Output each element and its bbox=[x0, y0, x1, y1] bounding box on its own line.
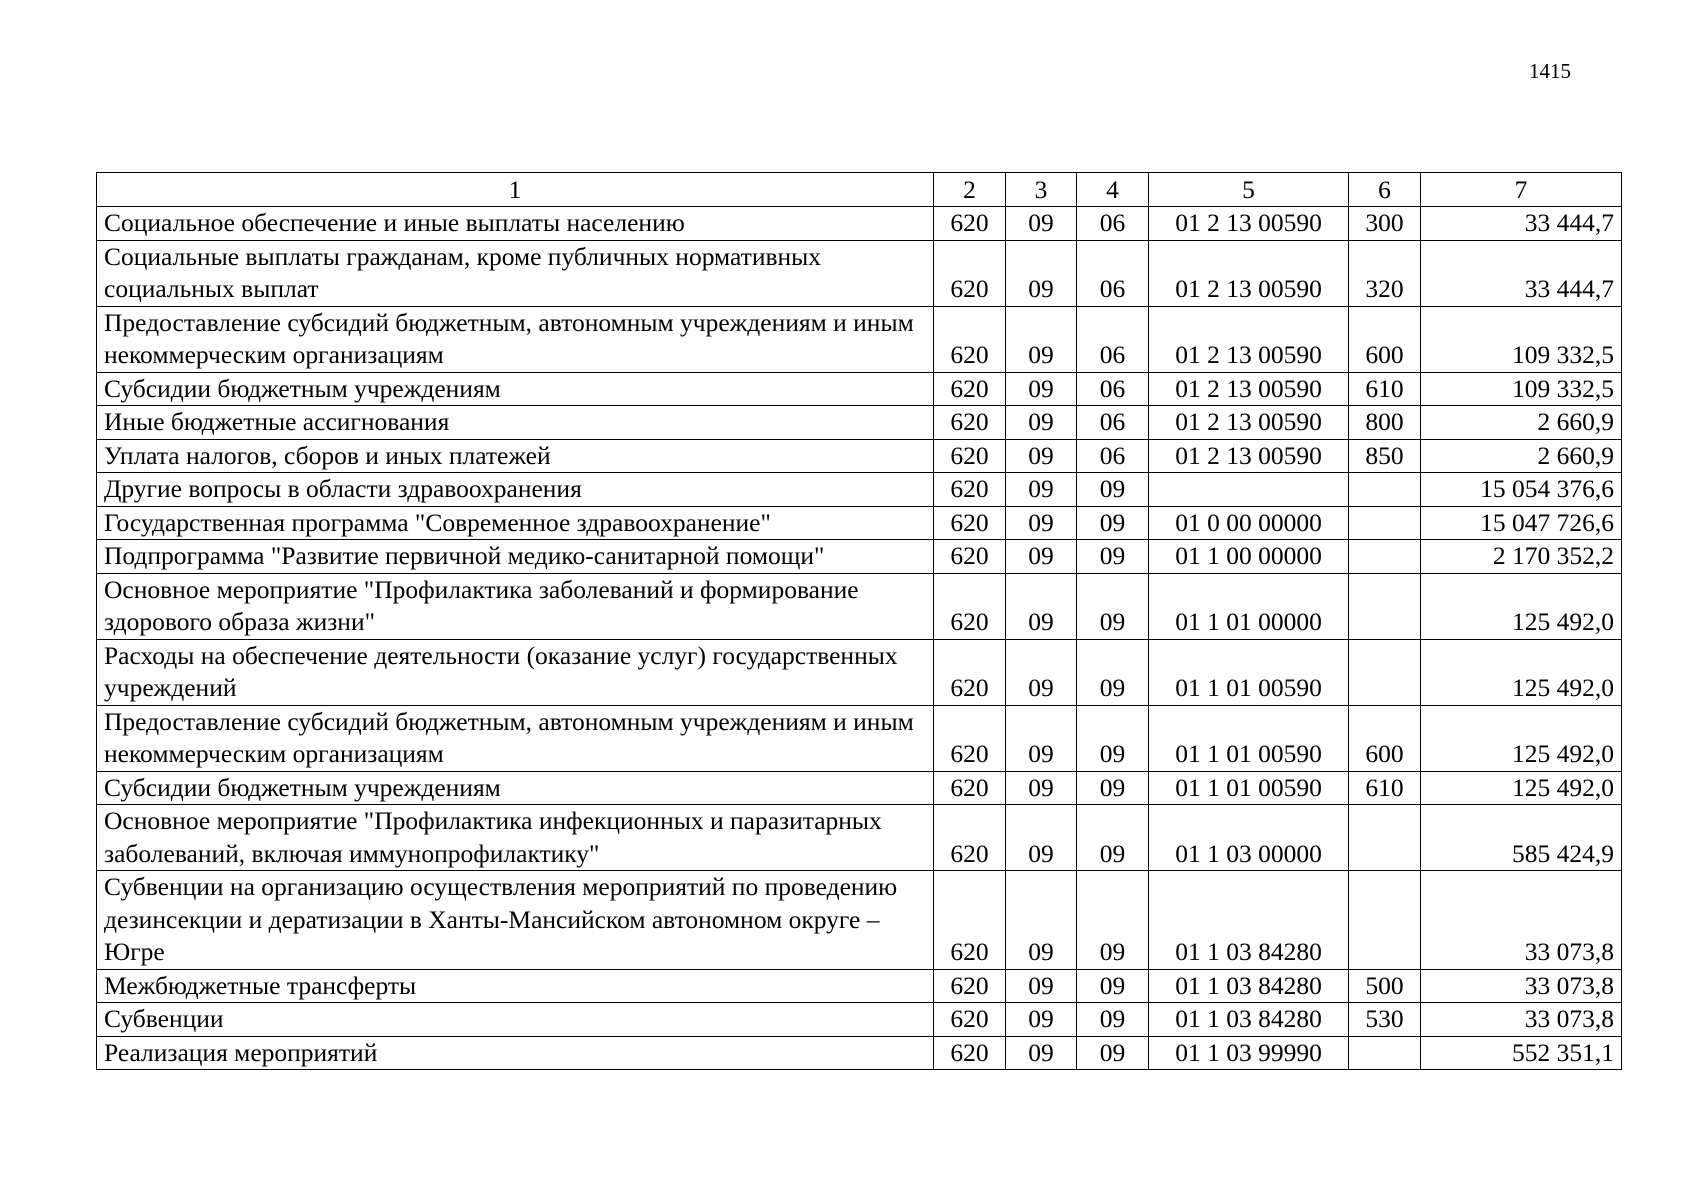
cell-ministry-code: 620 bbox=[934, 473, 1006, 507]
header-col-5: 5 bbox=[1149, 173, 1349, 207]
cell-amount: 15 054 376,6 bbox=[1421, 473, 1622, 507]
page-number: 1415 bbox=[1529, 59, 1571, 83]
cell-ministry-code: 620 bbox=[934, 573, 1006, 639]
cell-expense-type bbox=[1349, 1036, 1421, 1070]
row-name: Субсидии бюджетным учреждениям bbox=[97, 771, 934, 805]
cell-ministry-code: 620 bbox=[934, 1003, 1006, 1037]
header-col-6: 6 bbox=[1349, 173, 1421, 207]
cell-section: 09 bbox=[1006, 439, 1077, 473]
table-row bbox=[97, 372, 1622, 406]
cell-section: 09 bbox=[1006, 473, 1077, 507]
cell-ministry-code: 620 bbox=[934, 207, 1006, 241]
table-row bbox=[97, 1003, 1622, 1037]
cell-ministry-code: 620 bbox=[934, 439, 1006, 473]
cell-ministry-code: 620 bbox=[934, 705, 1006, 771]
cell-amount: 125 492,0 bbox=[1421, 573, 1622, 639]
row-name: Субвенции bbox=[97, 1003, 934, 1037]
cell-subsection: 09 bbox=[1077, 506, 1149, 540]
cell-section: 09 bbox=[1006, 240, 1077, 306]
cell-target-article: 01 1 01 00590 bbox=[1149, 771, 1349, 805]
cell-amount: 33 073,8 bbox=[1421, 1003, 1622, 1037]
cell-ministry-code: 620 bbox=[934, 406, 1006, 440]
cell-expense-type: 600 bbox=[1349, 705, 1421, 771]
cell-subsection: 06 bbox=[1077, 372, 1149, 406]
cell-expense-type bbox=[1349, 540, 1421, 574]
cell-target-article: 01 2 13 00590 bbox=[1149, 406, 1349, 440]
header-col-2: 2 bbox=[934, 173, 1006, 207]
cell-section: 09 bbox=[1006, 1003, 1077, 1037]
table-body bbox=[97, 207, 1622, 1070]
cell-expense-type bbox=[1349, 506, 1421, 540]
row-name: Уплата налогов, сборов и иных платежей bbox=[97, 439, 934, 473]
cell-ministry-code: 620 bbox=[934, 540, 1006, 574]
cell-subsection: 09 bbox=[1077, 771, 1149, 805]
cell-subsection: 06 bbox=[1077, 240, 1149, 306]
cell-section: 09 bbox=[1006, 573, 1077, 639]
cell-target-article: 01 0 00 00000 bbox=[1149, 506, 1349, 540]
cell-target-article: 01 2 13 00590 bbox=[1149, 207, 1349, 241]
row-name: Субсидии бюджетным учреждениям bbox=[97, 372, 934, 406]
cell-amount: 2 660,9 bbox=[1421, 406, 1622, 440]
cell-expense-type bbox=[1349, 639, 1421, 705]
cell-amount: 109 332,5 bbox=[1421, 306, 1622, 372]
cell-section: 09 bbox=[1006, 306, 1077, 372]
cell-expense-type bbox=[1349, 805, 1421, 871]
cell-amount: 552 351,1 bbox=[1421, 1036, 1622, 1070]
row-name: Социальные выплаты гражданам, кроме публичных нормативных социальных выплат bbox=[97, 240, 934, 306]
cell-subsection: 09 bbox=[1077, 705, 1149, 771]
cell-subsection: 09 bbox=[1077, 969, 1149, 1003]
cell-ministry-code: 620 bbox=[934, 506, 1006, 540]
header-row bbox=[97, 173, 1622, 207]
cell-subsection: 06 bbox=[1077, 406, 1149, 440]
table-row bbox=[97, 240, 1622, 306]
cell-expense-type: 850 bbox=[1349, 439, 1421, 473]
cell-target-article: 01 2 13 00590 bbox=[1149, 306, 1349, 372]
cell-expense-type bbox=[1349, 573, 1421, 639]
table-row bbox=[97, 406, 1622, 440]
cell-ministry-code: 620 bbox=[934, 805, 1006, 871]
cell-subsection: 06 bbox=[1077, 439, 1149, 473]
header-col-1: 1 bbox=[97, 173, 934, 207]
cell-ministry-code: 620 bbox=[934, 771, 1006, 805]
cell-expense-type: 320 bbox=[1349, 240, 1421, 306]
cell-section: 09 bbox=[1006, 705, 1077, 771]
cell-section: 09 bbox=[1006, 639, 1077, 705]
cell-subsection: 09 bbox=[1077, 473, 1149, 507]
cell-target-article: 01 1 01 00000 bbox=[1149, 573, 1349, 639]
row-name: Субвенции на организацию осуществления мероприятий по проведению дезинсекции и дератизации в Ханты-Мансийском автономном округе – Югре bbox=[97, 871, 934, 970]
cell-section: 09 bbox=[1006, 805, 1077, 871]
cell-target-article: 01 1 01 00590 bbox=[1149, 639, 1349, 705]
table-row bbox=[97, 771, 1622, 805]
cell-section: 09 bbox=[1006, 871, 1077, 970]
cell-section: 09 bbox=[1006, 1036, 1077, 1070]
cell-amount: 585 424,9 bbox=[1421, 805, 1622, 871]
cell-amount: 2 660,9 bbox=[1421, 439, 1622, 473]
cell-section: 09 bbox=[1006, 771, 1077, 805]
cell-amount: 33 073,8 bbox=[1421, 871, 1622, 970]
row-name: Предоставление субсидий бюджетным, автономным учреждениям и иным некоммерческим организациям bbox=[97, 705, 934, 771]
cell-subsection: 09 bbox=[1077, 573, 1149, 639]
table-row bbox=[97, 1036, 1622, 1070]
cell-target-article: 01 1 03 84280 bbox=[1149, 969, 1349, 1003]
table-row bbox=[97, 573, 1622, 639]
cell-amount: 125 492,0 bbox=[1421, 705, 1622, 771]
cell-section: 09 bbox=[1006, 207, 1077, 241]
row-name: Социальное обеспечение и иные выплаты населению bbox=[97, 207, 934, 241]
table-row bbox=[97, 540, 1622, 574]
row-name: Реализация мероприятий bbox=[97, 1036, 934, 1070]
cell-expense-type: 530 bbox=[1349, 1003, 1421, 1037]
header-col-7: 7 bbox=[1421, 173, 1622, 207]
row-name: Государственная программа "Современное здравоохранение" bbox=[97, 506, 934, 540]
row-name: Основное мероприятие "Профилактика заболеваний и формирование здорового образа жизни" bbox=[97, 573, 934, 639]
cell-target-article bbox=[1149, 473, 1349, 507]
table-row bbox=[97, 439, 1622, 473]
cell-subsection: 09 bbox=[1077, 1036, 1149, 1070]
cell-expense-type: 500 bbox=[1349, 969, 1421, 1003]
cell-target-article: 01 1 03 84280 bbox=[1149, 1003, 1349, 1037]
cell-expense-type bbox=[1349, 871, 1421, 970]
cell-section: 09 bbox=[1006, 540, 1077, 574]
header-col-4: 4 bbox=[1077, 173, 1149, 207]
cell-expense-type bbox=[1349, 473, 1421, 507]
cell-section: 09 bbox=[1006, 969, 1077, 1003]
cell-target-article: 01 2 13 00590 bbox=[1149, 372, 1349, 406]
table-row bbox=[97, 705, 1622, 771]
cell-subsection: 09 bbox=[1077, 1003, 1149, 1037]
table-row bbox=[97, 969, 1622, 1003]
cell-section: 09 bbox=[1006, 406, 1077, 440]
row-name: Другие вопросы в области здравоохранения bbox=[97, 473, 934, 507]
cell-ministry-code: 620 bbox=[934, 240, 1006, 306]
cell-subsection: 09 bbox=[1077, 639, 1149, 705]
cell-target-article: 01 1 03 99990 bbox=[1149, 1036, 1349, 1070]
table-row bbox=[97, 805, 1622, 871]
cell-target-article: 01 2 13 00590 bbox=[1149, 439, 1349, 473]
cell-amount: 2 170 352,2 bbox=[1421, 540, 1622, 574]
table-row bbox=[97, 207, 1622, 241]
cell-ministry-code: 620 bbox=[934, 306, 1006, 372]
cell-subsection: 06 bbox=[1077, 207, 1149, 241]
cell-amount: 15 047 726,6 bbox=[1421, 506, 1622, 540]
cell-expense-type: 800 bbox=[1349, 406, 1421, 440]
row-name: Основное мероприятие "Профилактика инфекционных и паразитарных заболеваний, включая иммунопрофилактику" bbox=[97, 805, 934, 871]
cell-amount: 33 444,7 bbox=[1421, 207, 1622, 241]
cell-amount: 125 492,0 bbox=[1421, 771, 1622, 805]
cell-section: 09 bbox=[1006, 506, 1077, 540]
table-row bbox=[97, 306, 1622, 372]
cell-ministry-code: 620 bbox=[934, 372, 1006, 406]
cell-amount: 33 444,7 bbox=[1421, 240, 1622, 306]
cell-target-article: 01 2 13 00590 bbox=[1149, 240, 1349, 306]
cell-amount: 109 332,5 bbox=[1421, 372, 1622, 406]
table-row bbox=[97, 473, 1622, 507]
cell-subsection: 09 bbox=[1077, 540, 1149, 574]
cell-section: 09 bbox=[1006, 372, 1077, 406]
table-row bbox=[97, 506, 1622, 540]
cell-target-article: 01 1 03 84280 bbox=[1149, 871, 1349, 970]
cell-subsection: 09 bbox=[1077, 871, 1149, 970]
row-name: Межбюджетные трансферты bbox=[97, 969, 934, 1003]
cell-expense-type: 600 bbox=[1349, 306, 1421, 372]
cell-ministry-code: 620 bbox=[934, 639, 1006, 705]
cell-expense-type: 610 bbox=[1349, 372, 1421, 406]
table-header bbox=[97, 173, 1622, 207]
table-row bbox=[97, 871, 1622, 970]
row-name: Предоставление субсидий бюджетным, автономным учреждениям и иным некоммерческим организациям bbox=[97, 306, 934, 372]
table-row bbox=[97, 639, 1622, 705]
cell-ministry-code: 620 bbox=[934, 969, 1006, 1003]
cell-expense-type: 300 bbox=[1349, 207, 1421, 241]
cell-amount: 33 073,8 bbox=[1421, 969, 1622, 1003]
cell-ministry-code: 620 bbox=[934, 871, 1006, 970]
header-col-3: 3 bbox=[1006, 173, 1077, 207]
row-name: Подпрограмма "Развитие первичной медико-санитарной помощи" bbox=[97, 540, 934, 574]
cell-target-article: 01 1 00 00000 bbox=[1149, 540, 1349, 574]
cell-amount: 125 492,0 bbox=[1421, 639, 1622, 705]
cell-subsection: 09 bbox=[1077, 805, 1149, 871]
cell-target-article: 01 1 03 00000 bbox=[1149, 805, 1349, 871]
cell-target-article: 01 1 01 00590 bbox=[1149, 705, 1349, 771]
cell-expense-type: 610 bbox=[1349, 771, 1421, 805]
cell-subsection: 06 bbox=[1077, 306, 1149, 372]
row-name: Расходы на обеспечение деятельности (оказание услуг) государственных учреждений bbox=[97, 639, 934, 705]
row-name: Иные бюджетные ассигнования bbox=[97, 406, 934, 440]
budget-table bbox=[96, 172, 1622, 1070]
cell-ministry-code: 620 bbox=[934, 1036, 1006, 1070]
